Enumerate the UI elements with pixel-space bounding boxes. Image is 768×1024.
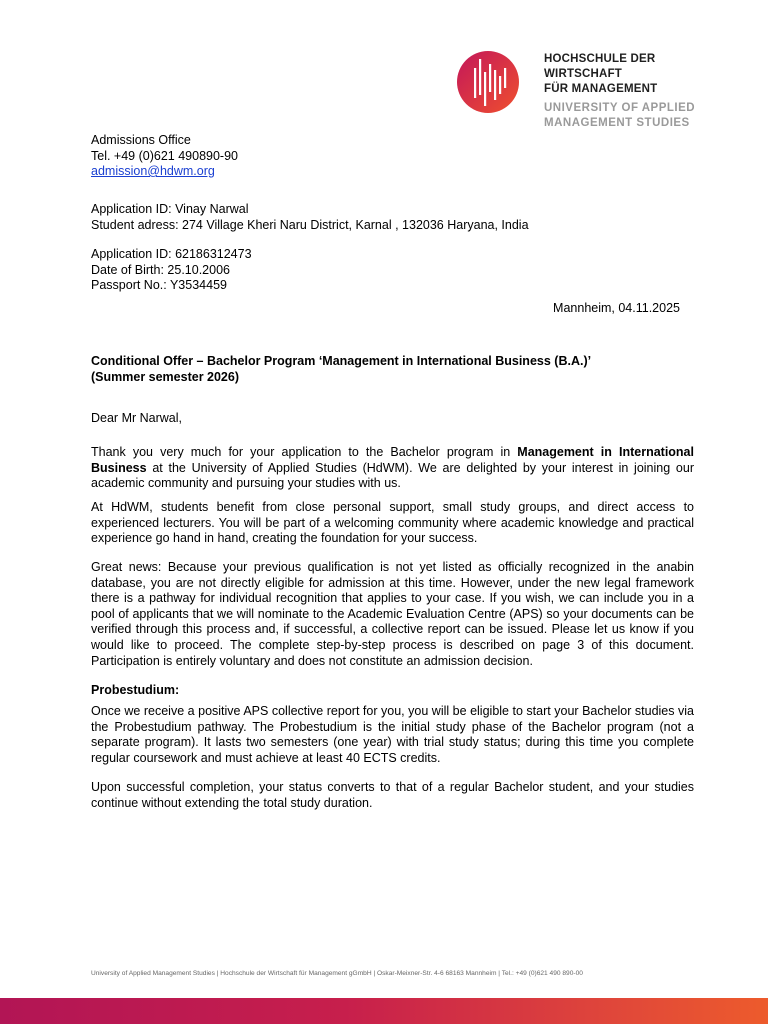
paragraph-completion: Upon successful completion, your status converts to that of a regular Bachelor student, and your studies continue without extending the total study duration. xyxy=(91,780,694,810)
subject-line-2: (Summer semester 2026) xyxy=(91,369,239,384)
applicant-block xyxy=(91,202,529,233)
logo-line-1: HOCHSCHULE DER WIRTSCHAFT xyxy=(544,53,656,80)
office-contact-block xyxy=(91,133,238,180)
application-id: Application ID: 62186312473 xyxy=(91,247,252,261)
letter-date: Mannheim, 04.11.2025 xyxy=(553,301,680,315)
passport-number: Passport No.: Y3534459 xyxy=(91,278,227,292)
paragraph-probestudium: Once we receive a positive APS collective report for you, you will be eligible to start your Bachelor studies via the Probestudium pathway. The Probestudium is the initial study phase of the Bachelor program (not a separate program). It lasts two semesters (one year) with trial study status; during this time you complete regular coursework and must achieve at least 40 ECTS credits. xyxy=(91,704,694,765)
applicant-ids-block xyxy=(91,247,252,294)
program-name: Management in International Business xyxy=(91,445,694,475)
university-logo xyxy=(456,50,726,129)
footer-address: University of Applied Management Studies | Hochschule der Wirtschaft für Management gGmbH | Oskar-Meixner-Str. 4-6 68163 Mannheim | Tel.: +49 (0)621 490 890-00 xyxy=(91,970,583,977)
office-name: Admissions Office xyxy=(91,133,191,147)
office-email-link[interactable]: admission@hdwm.org xyxy=(91,164,215,178)
logo-mark-icon xyxy=(456,50,520,114)
applicant-address-line: Student adress: 274 Village Kheri Naru District, Karnal , 132036 Haryana, India xyxy=(91,217,529,232)
paragraph-intro xyxy=(91,445,694,492)
paragraph-recognition: Great news: Because your previous qualification is not yet listed as officially recognized in the anabin database, you are not directly eligible for admission at this time. However, under the new legal framework there is a pathway for individual recognition that applies to your case. If you wish, we can include you in a pool of applicants that we will nominate to the Academic Evaluation Centre (APS) so your documents can be verified through this process and, if successful, a collective report can be issued. Please let us know if you would like to proceed. The complete step-by-step process is described on page 3 of this document. Participation is entirely voluntary and does not constitute an admission decision. xyxy=(91,560,694,668)
paragraph-benefits: At HdWM, students benefit from close personal support, small study groups, and direct access to experienced lecturers. You will be part of a welcoming community where academic knowledge and practical experience go hand in hand, creating the foundation for your success. xyxy=(91,500,694,546)
logo-line-4: MANAGEMENT STUDIES xyxy=(544,117,690,129)
greeting: Dear Mr Narwal, xyxy=(91,411,182,425)
footer-gradient-bar xyxy=(0,998,768,1024)
office-phone: Tel. +49 (0)621 490890-90 xyxy=(91,148,238,163)
applicant-name-line: Application ID: Vinay Narwal xyxy=(91,202,249,216)
intro-text-end: at the University of Applied Studies (HdWM). We are delighted by your interest in joining our academic community and pursuing your studies with us. xyxy=(91,460,694,491)
intro-text-start: Thank you very much for your application to the Bachelor program in xyxy=(91,445,518,459)
logo-line-2: FÜR MANAGEMENT xyxy=(544,83,658,95)
date-of-birth: Date of Birth: 25.10.2006 xyxy=(91,262,230,277)
subject-line-1: Conditional Offer – Bachelor Program ‘Management in International Business (B.A.)’ xyxy=(91,354,592,368)
probestudium-heading: Probestudium: xyxy=(91,683,180,697)
letter-subject xyxy=(91,354,591,385)
logo-line-3: UNIVERSITY OF APPLIED xyxy=(544,102,696,114)
